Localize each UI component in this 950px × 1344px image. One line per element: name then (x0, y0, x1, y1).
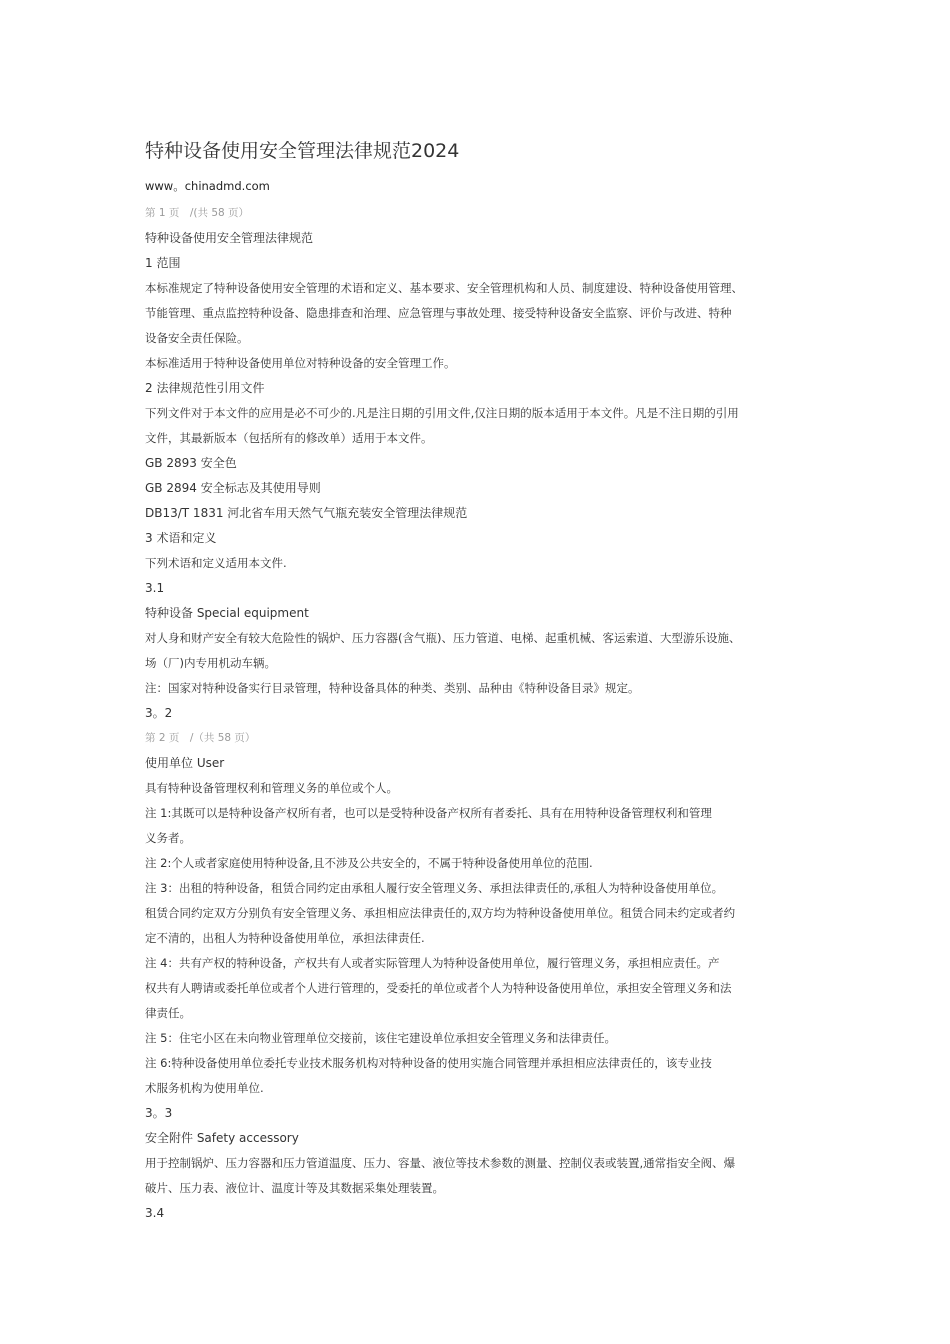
text-line: 租赁合同约定双方分别负有安全管理义务、承担相应法律责任的,双方均为特种设备使用单位。租赁合同未约定或者约 (145, 906, 736, 920)
text-line: 下列术语和定义适用本文件. (145, 556, 287, 570)
text-line: 下列文件对于本文件的应用是必不可少的.凡是注日期的引用文件,仅注日期的版本适用于本文件。凡是不注日期的引用 (145, 406, 739, 420)
document-body (145, 201, 810, 1226)
text-line: 注 4：共有产权的特种设备，产权共有人或者实际管理人为特种设备使用单位，履行管理义务，承担相应责任。产 (145, 956, 720, 970)
document-title: 特种设备使用安全管理法律规范2024 (145, 140, 460, 162)
source-site-text: www。chinadmd.com (145, 179, 270, 193)
text-line: 义务者。 (145, 831, 191, 845)
text-line: 文件，其最新版本（包括所有的修改单）适用于本文件。 (145, 431, 433, 445)
text-line: 对人身和财产安全有较大危险性的锅炉、压力容器(含气瓶)、压力管道、电梯、起重机械、客运索道、大型游乐设施、 (145, 631, 741, 645)
text-line: 3。3 (145, 1106, 173, 1120)
text-line: 注 3：出租的特种设备，租赁合同约定由承租人履行安全管理义务、承担法律责任的,承租人为特种设备使用单位。 (145, 881, 724, 895)
text-line: 注 6:特种设备使用单位委托专业技术服务机构对特种设备的使用实施合同管理并承担相应法律责任的，该专业技 (145, 1056, 712, 1070)
page-indicator: 第 1 页 /(共 58 页） (145, 207, 250, 219)
text-line: 律责任。 (145, 1006, 191, 1020)
text-line: 3 术语和定义 (145, 531, 217, 545)
text-line: 设备安全责任保险。 (145, 331, 249, 345)
text-line: GB 2893 安全色 (145, 456, 237, 470)
text-line: GB 2894 安全标志及其使用导则 (145, 481, 321, 495)
text-line: 术服务机构为使用单位. (145, 1081, 264, 1095)
text-line: 用于控制锅炉、压力容器和压力管道温度、压力、容量、液位等技术参数的测量、控制仪表或装置,通常指安全阀、爆 (145, 1156, 736, 1170)
text-line: 注 1:其既可以是特种设备产权所有者，也可以是受特种设备产权所有者委托、具有在用特种设备管理权利和管理 (145, 806, 712, 820)
text-line: 2 法律规范性引用文件 (145, 381, 265, 395)
text-line: 3.4 (145, 1206, 165, 1220)
text-line: 注：国家对特种设备实行目录管理，特种设备具体的种类、类别、品种由《特种设备目录》规定。 (145, 681, 640, 695)
text-line: 节能管理、重点监控特种设备、隐患排查和治理、应急管理与事故处理、接受特种设备安全监察、评价与改进、特种 (145, 306, 732, 320)
text-line: 场（厂)内专用机动车辆。 (145, 656, 276, 670)
text-line: 注 5：住宅小区在未向物业管理单位交接前，该住宅建设单位承担安全管理义务和法律责任。 (145, 1031, 616, 1045)
text-line: 本标准适用于特种设备使用单位对特种设备的安全管理工作。 (145, 356, 456, 370)
text-line: 1 范围 (145, 256, 181, 270)
page-indicator: 第 2 页 /（共 58 页） (145, 732, 256, 744)
text-line: 本标准规定了特种设备使用安全管理的术语和定义、基本要求、安全管理机构和人员、制度建设、特种设备使用管理、 (145, 281, 743, 295)
text-line: 具有特种设备管理权利和管理义务的单位或个人。 (145, 781, 398, 795)
text-line: 权共有人聘请或委托单位或者个人进行管理的，受委托的单位或者个人为特种设备使用单位，承担安全管理义务和法 (145, 981, 732, 995)
text-line: 定不清的，出租人为特种设备使用单位，承担法律责任. (145, 931, 425, 945)
text-line: 破片、压力表、液位计、温度计等及其数据采集处理装置。 (145, 1181, 444, 1195)
text-line: 安全附件 Safety accessory (145, 1131, 299, 1145)
text-line: 特种设备使用安全管理法律规范 (145, 231, 314, 245)
text-line: 3.1 (145, 581, 165, 595)
text-line: 使用单位 User (145, 756, 225, 770)
text-line: DB13/T 1831 河北省车用天然气气瓶充装安全管理法律规范 (145, 506, 468, 520)
text-line: 特种设备 Special equipment (145, 606, 309, 620)
text-line: 注 2:个人或者家庭使用特种设备,且不涉及公共安全的，不属于特种设备使用单位的范围. (145, 856, 593, 870)
text-line: 3。2 (145, 706, 173, 720)
